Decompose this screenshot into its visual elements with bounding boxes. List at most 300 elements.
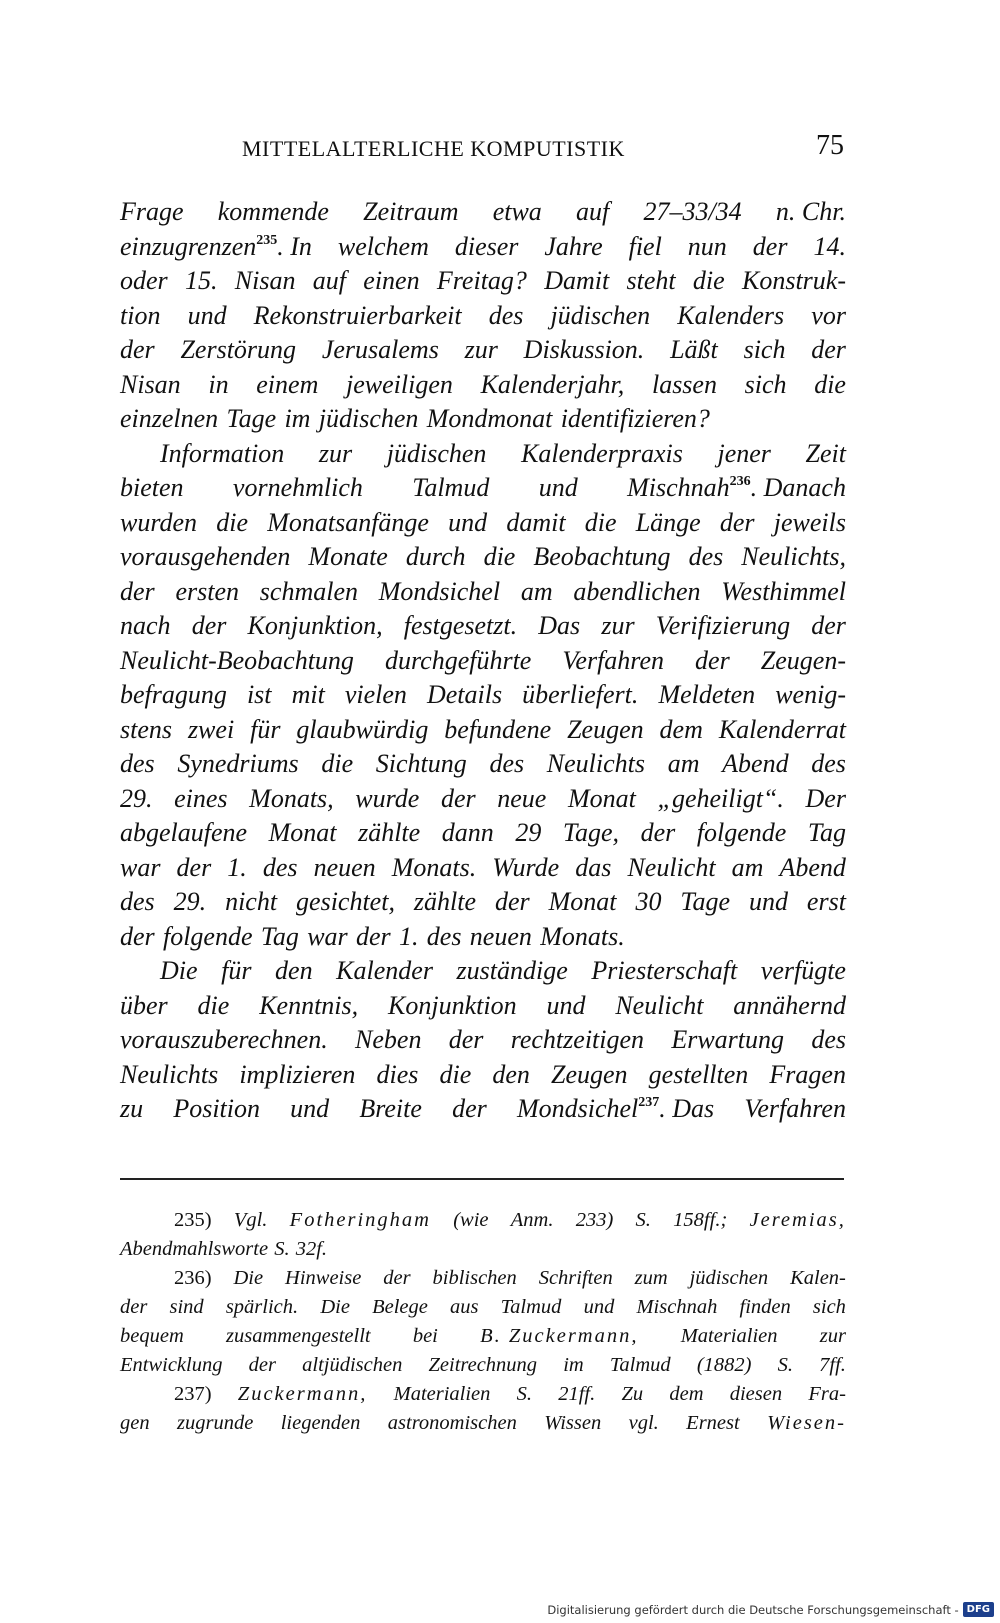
word: der [120, 1296, 148, 1318]
word: ersten [175, 576, 239, 606]
word: Die [233, 1267, 264, 1289]
word: Kalenderjahr, [480, 369, 625, 399]
text-line [120, 575, 846, 610]
word: finden [739, 1296, 791, 1318]
footnote-line [120, 1351, 846, 1380]
word: Monatsanfänge [267, 507, 429, 537]
word: die [321, 749, 354, 778]
word: der [120, 921, 155, 951]
word: Meldeten [658, 680, 756, 709]
text-line [120, 954, 846, 989]
word: implizieren [239, 1059, 356, 1089]
word: Monats, [249, 783, 334, 813]
word: dieser [454, 231, 519, 261]
word: wurden [120, 507, 198, 537]
text-line [120, 437, 846, 472]
word: Details [426, 680, 503, 709]
word: S. [777, 1354, 793, 1376]
word: Nisan [234, 266, 296, 295]
word: Das [538, 611, 581, 640]
word: Länge [635, 507, 701, 537]
word: Neulicht [627, 852, 716, 882]
word: diesen [729, 1383, 783, 1405]
word: liegenden [280, 1412, 361, 1434]
word: sich [812, 1296, 846, 1318]
word: tion [120, 300, 161, 330]
word: Talmud [500, 1296, 562, 1318]
word: Monats. [391, 852, 477, 882]
word: einzelnen [120, 404, 219, 433]
word: Verifizierung [655, 611, 791, 640]
word: (1882) [696, 1354, 752, 1376]
word: Ernest [686, 1412, 740, 1434]
word: spärlich. [225, 1296, 299, 1318]
word: Zeugen- [760, 645, 846, 675]
word: astronomischen [387, 1412, 517, 1434]
word: Tage [680, 887, 731, 916]
word: S. [635, 1209, 651, 1231]
word: abendlichen [573, 576, 701, 606]
footnote-number: 236) [174, 1267, 212, 1289]
word: Zu [621, 1383, 644, 1405]
word: Läßt [670, 335, 718, 364]
word: am [520, 576, 553, 606]
running-head [122, 130, 844, 170]
word: Materialien [680, 1325, 778, 1347]
text-line [120, 1058, 846, 1093]
word: vornehmlich [232, 473, 363, 502]
word: die [692, 266, 725, 295]
word: oder [120, 266, 168, 295]
word: Abendmahlsworte [120, 1238, 269, 1260]
word: Zerstörung [180, 335, 297, 364]
word: die [483, 542, 516, 571]
word: Konstruk- [741, 266, 846, 295]
word: Tage, [562, 818, 620, 847]
word: zur [464, 335, 498, 364]
text-line [120, 678, 846, 713]
word: der [695, 645, 730, 675]
word: dem [669, 1383, 704, 1405]
text-line [120, 368, 846, 403]
word: der [191, 611, 227, 640]
word: zusammengestellt [225, 1325, 371, 1347]
word: Konjunktion, [247, 611, 383, 640]
word: dem [659, 714, 703, 744]
text-line [120, 540, 846, 575]
text-line [120, 1023, 846, 1058]
word: die [216, 507, 248, 537]
word: vgl. [628, 1412, 659, 1434]
word: Kalenderpraxis [521, 438, 683, 468]
word: und [583, 1296, 615, 1318]
word: Abend [722, 749, 789, 778]
footnote-line [120, 1235, 846, 1264]
word: rechtzeitigen [510, 1025, 645, 1054]
word: über [120, 990, 168, 1020]
word: 29. [120, 783, 153, 813]
word: Jerusalems [321, 335, 439, 364]
word: Wissen [544, 1412, 602, 1434]
word: durch [405, 542, 466, 571]
word: Neulicht [615, 990, 704, 1020]
word: Neulichts, [741, 542, 846, 571]
word: neuen [313, 852, 376, 882]
footnote-ref-236: 236 [729, 474, 751, 489]
word: des [120, 749, 155, 778]
word: Westhimmel [721, 576, 846, 606]
word: nach [120, 611, 171, 640]
word: kommende [217, 197, 329, 226]
running-title: MITTELALTERLICHE KOMPUTISTIK [242, 136, 625, 161]
footnotes [120, 1206, 846, 1438]
credit-text: Digitalisierung gefördert durch die Deutsche Forschungsgemeinschaft - [547, 1602, 959, 1617]
word: mit [291, 680, 325, 709]
word: erst [806, 887, 846, 916]
word: auf [576, 197, 610, 226]
word: im [563, 1354, 584, 1376]
main-text [120, 195, 846, 1127]
word: im [284, 404, 311, 433]
word: Position [173, 1094, 260, 1123]
text-line [120, 920, 846, 955]
word: 158ff.; [673, 1209, 728, 1231]
text-line [120, 402, 846, 437]
word: Zeugen [567, 714, 644, 744]
word: den [492, 1059, 530, 1089]
word: dies [376, 1059, 419, 1089]
word: 32f. [295, 1238, 328, 1260]
word: für [250, 714, 281, 744]
word: Mondsichel [516, 1094, 639, 1123]
word: Diskussion. [523, 335, 645, 364]
word: Materialien [393, 1383, 491, 1405]
word: vor [811, 300, 846, 330]
word: Monat [548, 887, 617, 916]
word: Tag [807, 818, 846, 847]
word: folgende [162, 921, 253, 951]
word: Belege [372, 1296, 428, 1318]
word: glaubwürdig [296, 714, 429, 744]
word: des [489, 749, 525, 778]
word: und [748, 887, 788, 916]
text-line [120, 885, 846, 920]
word: Fragen [769, 1059, 846, 1089]
word: Schriften [538, 1267, 613, 1289]
word: S. [274, 1238, 290, 1260]
word: die [439, 1059, 472, 1089]
word: durchgeführte [385, 645, 532, 675]
text-line [120, 713, 846, 748]
text-line [120, 506, 846, 541]
word: den [275, 956, 313, 985]
footnote-line [120, 1293, 846, 1322]
word: der [383, 1267, 411, 1289]
word: in [208, 369, 229, 399]
word: steht [626, 266, 676, 295]
word: des [262, 852, 298, 882]
word: der [440, 783, 476, 813]
page-number: 75 [816, 130, 844, 161]
word: Frage [120, 197, 184, 226]
author-name: Fotheringham [289, 1209, 431, 1231]
word: die [197, 990, 230, 1020]
word: Kalender [336, 956, 433, 985]
dfg-logo: DFG [963, 1602, 994, 1617]
word: „geheiligt“. [657, 783, 784, 813]
word: ist [246, 680, 272, 709]
word: Monat [268, 818, 337, 847]
word: . Danach [750, 473, 846, 502]
word: für [221, 956, 252, 985]
word: Monats. [540, 921, 625, 951]
word: zur [318, 438, 353, 468]
word: n. Chr. [775, 197, 846, 226]
word: der [356, 921, 391, 951]
word: gesichtet, [296, 887, 395, 916]
word: nun [687, 231, 727, 261]
word: einzugrenzen [120, 231, 257, 261]
word: Mischnah [636, 1296, 718, 1318]
word: war [307, 921, 348, 951]
word: . In [277, 231, 312, 261]
word: damit [506, 507, 566, 537]
word: jüdischen [550, 300, 651, 330]
word: Erwartung [671, 1025, 785, 1054]
word: zur [601, 611, 635, 640]
word: 27–33/34 [643, 197, 742, 226]
word: vorausgehenden [120, 542, 291, 571]
footnote-235 [120, 1206, 846, 1235]
footnote-number: 237) [174, 1383, 212, 1405]
footnote-ref-237: 237 [638, 1095, 660, 1110]
word: lassen [651, 369, 717, 399]
word: Neulicht-Beobachtung [120, 645, 354, 675]
word: Talmud [412, 473, 490, 502]
word: 14. [813, 231, 846, 261]
word: zum [634, 1267, 668, 1289]
text-line [120, 333, 846, 368]
word: Beobachtung [533, 542, 671, 571]
word: der [640, 818, 676, 847]
word: vorauszuberechnen. [120, 1025, 328, 1054]
word: der [494, 887, 530, 916]
word: annähernd [733, 990, 846, 1020]
word: Entwicklung [120, 1354, 223, 1376]
word: der [811, 611, 846, 640]
word: sich [743, 335, 786, 364]
word: festgesetzt. [403, 611, 518, 640]
word: befundene [444, 714, 552, 744]
word: des [426, 921, 462, 951]
word: Neben [355, 1025, 422, 1054]
word: zwei [187, 714, 235, 744]
word: nicht [225, 887, 278, 916]
text-line [120, 299, 846, 334]
footnote-number: 235) [174, 1209, 212, 1231]
word: 29 [515, 818, 542, 847]
word: 233) [575, 1209, 614, 1231]
word: stens [120, 714, 172, 744]
word: 7ff. [819, 1354, 846, 1376]
word: . Das [659, 1094, 715, 1123]
word: Verfahren [744, 1094, 846, 1123]
word: einen [363, 266, 420, 295]
word: Tage [226, 404, 277, 433]
word: des [811, 1025, 846, 1054]
word: Neulichts [546, 749, 646, 778]
word: Der [805, 783, 846, 813]
footnote-236 [120, 1264, 846, 1293]
word: identifizieren? [560, 404, 710, 433]
word: das [575, 852, 612, 882]
word: war [120, 852, 161, 882]
word: eines [174, 783, 228, 813]
text-line [120, 264, 846, 299]
word: 29. [173, 887, 207, 916]
word: Synedriums [177, 749, 299, 778]
word: Mondmonat [426, 404, 553, 433]
word: Tag [260, 921, 299, 951]
word: der [752, 231, 788, 261]
word: Anm. [510, 1209, 554, 1231]
word: Vgl. [233, 1209, 268, 1231]
text-line [120, 747, 846, 782]
word: altjüdischen [302, 1354, 403, 1376]
word: S. [516, 1383, 533, 1405]
word: Zeit [805, 438, 846, 468]
word: aus [450, 1296, 479, 1318]
word: fiel [628, 231, 662, 261]
word: 30 [635, 887, 662, 916]
word: gestellten [648, 1059, 749, 1089]
footnote-line [120, 1322, 846, 1351]
word: Rekonstruierbarkeit [253, 300, 462, 330]
word: jüdischen [689, 1267, 769, 1289]
word: die [584, 507, 617, 537]
word: Freitag? [436, 266, 527, 295]
text-line [120, 195, 846, 230]
word: Die [320, 1296, 350, 1318]
text-line [120, 782, 846, 817]
word: Damit [544, 266, 610, 295]
text-line [120, 471, 846, 506]
word: Zeitraum [363, 197, 459, 226]
word: Monate [308, 542, 388, 571]
word: zur [819, 1325, 846, 1347]
word: (wie [453, 1209, 489, 1231]
word: Kalenders [677, 300, 785, 330]
word: am [667, 749, 700, 778]
word: am [731, 852, 764, 882]
word: Hinweise [285, 1267, 362, 1289]
word: vielen [344, 680, 407, 709]
word: jeweils [773, 507, 846, 537]
word: der [448, 1025, 484, 1054]
word: und [538, 473, 578, 502]
word: Jahre [544, 231, 603, 261]
word: 21ff. [558, 1383, 596, 1405]
word: Verfahren [562, 645, 664, 675]
word: Zeitrechnung [428, 1354, 538, 1376]
word: 1. [398, 921, 419, 951]
word: der [176, 852, 212, 882]
word: zu [120, 1094, 144, 1123]
word: des [488, 300, 524, 330]
word: Nisan [120, 369, 181, 399]
word: wurde [355, 783, 420, 813]
word: 15. [184, 266, 218, 295]
word: jener [717, 438, 771, 468]
text-line [120, 851, 846, 886]
word: einem [256, 369, 319, 399]
word: der [719, 507, 755, 537]
word: Konjunktion [388, 990, 517, 1020]
author-name: B. Zuckermann, [480, 1325, 639, 1347]
word: jüdischen [386, 438, 487, 468]
word: bieten [120, 473, 184, 502]
word: zählte [358, 818, 421, 847]
word: welchem [337, 231, 429, 261]
word: Breite [359, 1094, 422, 1123]
word: überliefert. [522, 680, 639, 709]
word: die [814, 369, 846, 399]
word: Kalen- [790, 1267, 846, 1289]
word: jüdischen [318, 404, 419, 433]
author-name: Zuckermann, [237, 1383, 368, 1405]
text-line [120, 1092, 846, 1127]
word: des [688, 542, 724, 571]
word: neue [497, 783, 547, 813]
word: wenig- [775, 680, 846, 709]
word: der [248, 1354, 276, 1376]
word: Fra- [808, 1383, 846, 1405]
author-name: Wiesen- [767, 1412, 846, 1434]
text-line [120, 816, 846, 851]
word: des [120, 887, 155, 916]
word: des [811, 749, 846, 778]
word: sich [744, 369, 787, 399]
word: Wurde [492, 852, 560, 882]
word: verfügte [760, 956, 846, 985]
word: bei [412, 1325, 438, 1347]
word: sind [169, 1296, 204, 1318]
word: der [120, 576, 155, 606]
word: etwa [492, 197, 542, 226]
text-line [120, 989, 846, 1024]
word: der [120, 335, 155, 364]
word: Talmud [609, 1354, 671, 1376]
text-line [120, 644, 846, 679]
word: folgende [696, 818, 787, 847]
footnote-rule [120, 1178, 844, 1180]
word: Zeugen [551, 1059, 628, 1089]
footnote-line [120, 1409, 846, 1438]
word: gen [120, 1412, 150, 1434]
word: und [187, 300, 227, 330]
word: Abend [779, 852, 846, 882]
word: befragung [120, 680, 227, 709]
word: Sichtung [375, 749, 467, 778]
word: neuen [469, 921, 532, 951]
word: Die [160, 956, 198, 985]
dfg-credit [547, 1602, 994, 1617]
word: der [811, 335, 846, 364]
word: dann [441, 818, 494, 847]
word: auf [312, 266, 346, 295]
word: Neulichts [120, 1059, 219, 1089]
word: Mondsichel [378, 576, 501, 606]
